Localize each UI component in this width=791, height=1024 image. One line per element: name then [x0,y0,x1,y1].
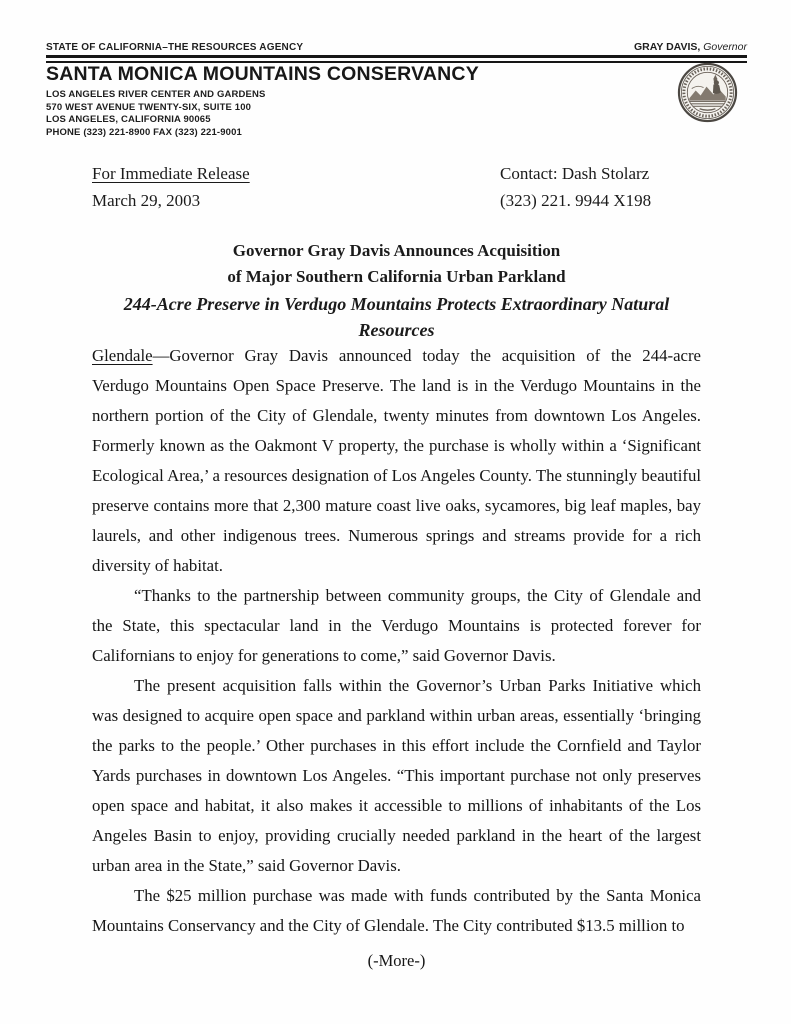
paragraph-1 [92,341,701,581]
page-continuation-marker: (-More-) [367,951,426,970]
agency-line: STATE OF CALIFORNIA–THE RESOURCES AGENCY [46,42,304,53]
contact-name: Contact: Dash Stolarz [500,164,650,183]
release-info-right [500,160,651,214]
address-line: PHONE (323) 221-8900 FAX (323) 221-9001 [46,126,242,138]
body-text [92,341,701,941]
governor-title: Governor [703,41,747,53]
governor-line [634,41,747,53]
address-line: LOS ANGELES RIVER CENTER AND GARDENS [46,89,266,100]
top-strip [46,41,747,53]
headline-line-1: Governor Gray Davis Announces Acquisition [232,241,561,260]
header-divider [46,55,747,63]
release-date: March 29, 2003 [92,191,201,210]
headline-line-2: of Major Southern California Urban Parkland [227,266,566,286]
organization-name: SANTA MONICA MOUNTAINS CONSERVANCY [46,63,479,85]
headline-subtitle: 244-Acre Preserve in Verdugo Mountains Protects Extraordinary Natural Resources [123,294,670,340]
release-info-left [92,160,250,214]
for-immediate-release: For Immediate Release [92,164,250,183]
dateline: Glendale [92,346,153,365]
contact-phone: (323) 221. 9944 X198 [500,191,652,210]
paragraph-1-text: —Governor Gray Davis announced today the acquisition of the 244-acre Verdugo Mountains Open Space Preserve. The land is in the Verdugo Mountains in the northern portion of the City of Glendale, twenty minutes from downtown Los Angeles. Formerly known as the Oakmont V property, the purchase is wholly within a ‘Significant Ecological Area,’ a resources designation of Los Angeles County. The stunningly beautiful preserve contains more that 2,300 mature coast live oaks, sycamores, big leaf maples, bay laurels, and other indigenous trees. Numerous springs and streams provide for a rich diversity of habitat. [92,346,701,575]
paragraph-2: “Thanks to the partnership between community groups, the City of Glendale and the State, this spectacular land in the Verdugo Mountains is protected forever for Californians to enjoy for generations to come,” said Governor Davis. [92,586,701,665]
paragraph-3: The present acquisition falls within the Governor’s Urban Parks Initiative which was designed to acquire open space and parkland within urban areas, essentially ‘bringing the parks to the people.’ Other purchases in this effort include the Cornfield and Taylor Yards purchases in downtown Los Angeles. “This important purchase not only preserves open space and habitat, it also makes it accessible to millions of inhabitants of the Los Angeles Basin to enjoy, providing crucially needed parkland in the heart of the largest urban area in the State,” said Governor Davis. [92,676,701,875]
address-line: LOS ANGELES, CALIFORNIA 90065 [46,114,211,125]
address-line: 570 WEST AVENUE TWENTY-SIX, SUITE 100 [46,101,252,113]
california-state-seal-icon [676,60,739,125]
headline-block [92,238,701,343]
paragraph-4: The $25 million purchase was made with funds contributed by the Santa Monica Mountains Conservancy and the City of Glendale. The City contributed $13.5 million to [92,886,701,935]
governor-name: GRAY DAVIS, [633,41,701,53]
address-block [46,89,266,139]
